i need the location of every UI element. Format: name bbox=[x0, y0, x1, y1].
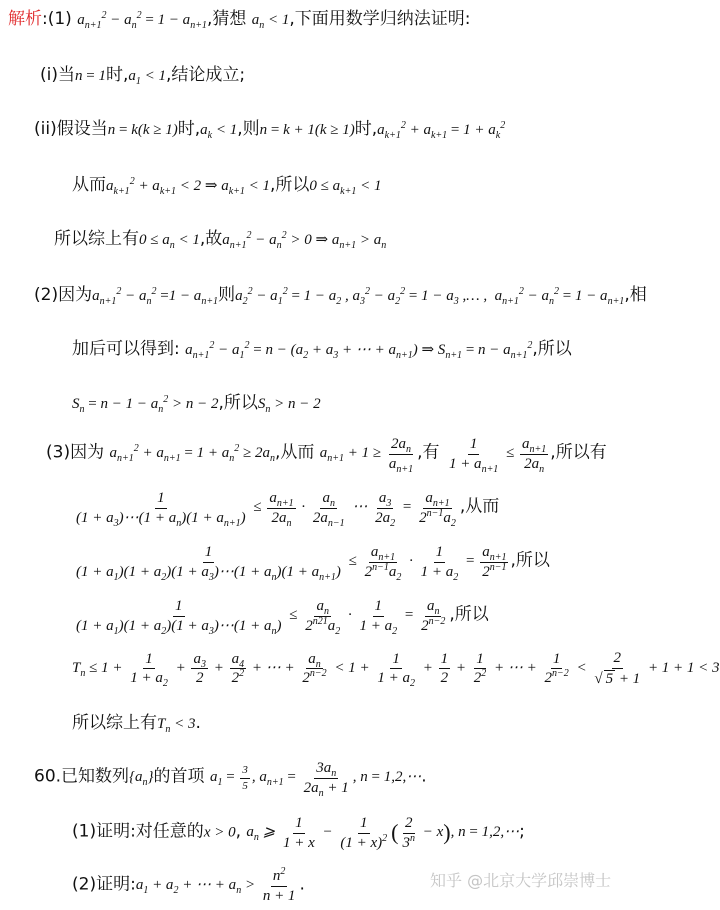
problem-60-statement: 60.已知数列$\{a_n\}$的首项 $a_1$ = $\frac{3}{5}$ , $a_{n+1}$ = $\frac{3a_n}{2a_n + 1}$ , n = 1,2,⋯. bbox=[34, 760, 427, 799]
solution-line-11: $\frac{1}{(1 + a_1)(1 + a_2)(1 + a_3)\cdots(1 + a_n)(1 + a_{n+1})}$ ≤ $\frac{a_{n+1}}{2^{n-1}a_2}$ · $\frac{1}{1 + a_2}$ = $\frac{a_{n+1}}{2^{n-1}}$ ,所以 bbox=[76, 544, 550, 583]
solution-line-2: (i)当n = 1时$,a_1 < 1$,结论成立; bbox=[40, 65, 246, 87]
problem-60-part-1: (1)证明:对任意的x > 0, $a_n$ ⩾ $\frac{1}{1 + x}$ − $\frac{1}{(1 + x)^2}$ ( $\frac{2}{3^n}$ − x), n = 1,2,⋯; bbox=[72, 815, 525, 851]
solution-line-8: $S_n = n - 1 - a_n^2 > n - 2$,所以$S_n > n - 2$ bbox=[72, 393, 321, 415]
solution-line-14: 所以综上有$T_n < 3$. bbox=[72, 713, 201, 735]
solution-line-5: 所以综上有$0 \le a_n < 1$,故$a_{n+1}^2 - a_n^2 > 0$ ⇒ $a_{n+1} > a_n$ bbox=[54, 229, 387, 251]
solution-label: 解析 bbox=[8, 9, 42, 29]
solution-line-4: 从而$a_{k+1}^2 + a_{k+1} < 2$ ⇒ $a_{k+1} < 1$,所以$0 \le a_{k+1} < 1$ bbox=[72, 175, 382, 197]
solution-line-13: $T_n \le 1$ + $\frac{1}{1 + a_2}$ + $\frac{a_3}{2}$ + $\frac{a_4}{2^2}$ + ⋯ + $\frac{a_n}{2^{n-2}}$ < 1 + $\frac{1}{1 + a_2}$ + $\frac{1}{2}$ + $\frac{1}{2^2}$ + ⋯ + $\frac{1}{2^{n-2}}$ < $\frac{2}{√ 5 + 1}$ + 1 + 1 < 3 bbox=[72, 650, 720, 689]
solution-line-3: (ii)假设当n = k(k ≥ 1)时$,a_k < 1$,则n = k + 1(k ≥ 1)时$,a_{k+1}^2 + a_{k+1} = 1 + a_k^2$ bbox=[34, 119, 506, 141]
solution-line-10: $\frac{1}{(1 + a_3)\cdots(1 + a_n)(1 + a_{n+1})}$ ≤ $\frac{a_{n+1}}{2a_n}$ · $\frac{a_n}{2a_{n-1}}$ ⋯ $\frac{a_3}{2a_2}$ = $\frac{a_{n+1}}{2^{n-1}a_2}$ ,从而 bbox=[76, 490, 500, 529]
solution-line-6: (2)因为$a_{n+1}^2 - a_n^2 =1 - a_{n+1}$则$a_2^2 - a_1^2 = 1 - a_2$ , $a_3^2 - a_2^2 = 1 - a_3$ ,… , $a_{n+1}^2 - a_n^2 = 1 - a_{n+1}$,相 bbox=[34, 285, 647, 307]
solution-line-9: (3)因为 $a_{n+1}^2 + a_{n+1} = 1 + a_n^2 \ge 2a_n$,从而 $a_{n+1} + 1$ ≥ $\frac{2a_n}{a_{n+1}}$ ,有 $\frac{1}{1 + a_{n+1}}$ ≤ $\frac{a_{n+1}}{2a_n}$ ,所以有 bbox=[46, 436, 607, 475]
problem-60-part-2: (2)证明$:a_1 + a_2$ + ⋯ + $a_n$ > $\frac{n^2}{n + 1}$ . bbox=[72, 866, 305, 904]
zhihu-watermark: 知乎 @北京大学邱崇博士 bbox=[430, 871, 612, 890]
solution-line-12: $\frac{1}{(1 + a_1)(1 + a_2)(1 + a_3)\cdots(1 + a_n)}$ ≤ $\frac{a_n}{2^{n21}a_2}$ · $\frac{1}{1 + a_2}$ = $\frac{a_n}{2^{n-2}}$ ,所以 bbox=[76, 598, 489, 637]
solution-line-1: 解析:(1) $a_{n+1}^2 - a_n^2 = 1 - a_{n+1}$,猜想 $a_n < 1$,下面用数学归纳法证明: bbox=[8, 9, 471, 31]
solution-line-7: 加后可以得到: $a_{n+1}^2 - a_1^2 = n - (a_2 + a_3$ + ⋯ + $a_{n+1}$) ⇒ $S_{n+1} = n - a_{n+1}^2$,所以 bbox=[72, 339, 572, 361]
